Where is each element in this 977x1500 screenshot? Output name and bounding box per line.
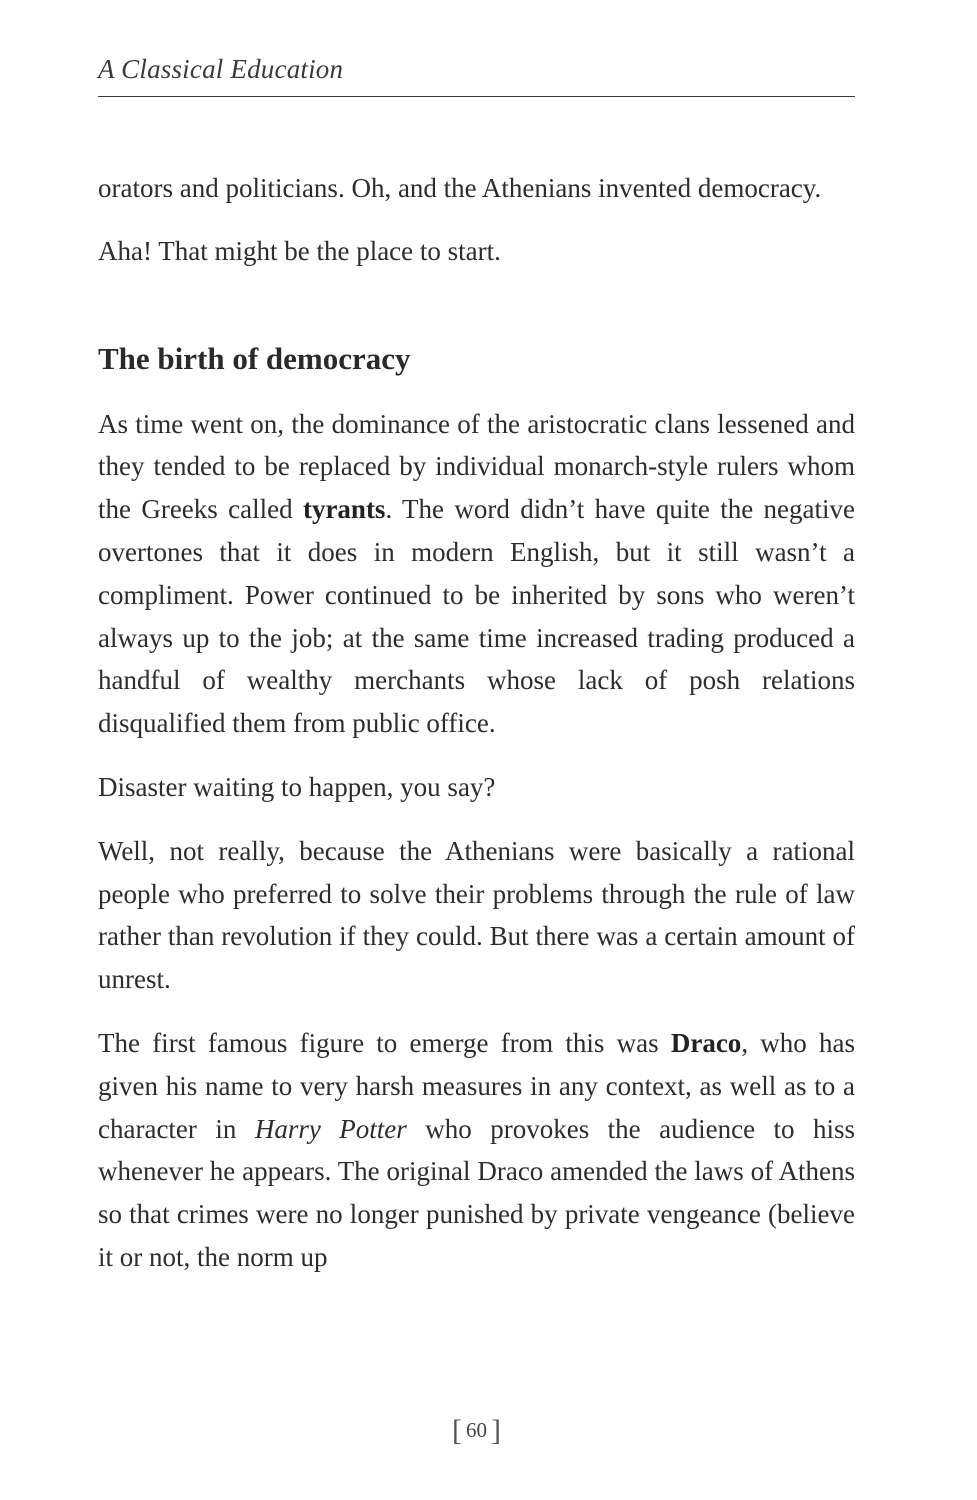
running-title: A Classical Education <box>98 54 344 84</box>
body-text <box>98 167 855 1279</box>
paragraph-draco-text-after: who provokes the audience to hiss whenever he appears. The original Draco amended the laws of Athens so that crimes were no longer punished by private vengeance (believe it or not, the norm up <box>98 1113 856 1272</box>
paragraph-disaster <box>98 766 855 809</box>
running-header <box>98 54 855 97</box>
paragraph-well-text: Well, not really, because the Athenians were basically a rational people who preferred to solve their problems through the rule of law rather than revolution if they could. But there was a certain amount of unrest. <box>98 835 855 995</box>
paragraph-draco-text-middle: , who has given his name to very harsh measures in any context, as well as to a character in <box>98 1027 855 1144</box>
paragraph-tyrants <box>98 403 855 745</box>
paragraph-disaster-text: Disaster waiting to happen, you say? <box>98 771 496 802</box>
book-page <box>98 0 855 1500</box>
paragraph-aha <box>98 230 855 273</box>
paragraph-well <box>98 830 855 1001</box>
section-heading: The birth of democracy <box>98 340 411 376</box>
paragraph-draco-text-before: The first famous figure to emerge from this was <box>98 1027 671 1058</box>
paragraph-aha-text: Aha! That might be the place to start. <box>98 235 501 266</box>
paragraph-continuation-text: orators and politicians. Oh, and the Athenians invented democracy. <box>98 173 822 203</box>
paragraph-tyrants-text-before: As time went on, the dominance of the aristocratic clans lessened and they tended to be replaced by individual monarch-style rulers whom the Greeks called <box>98 408 855 525</box>
right-bracket-ornament: ] <box>491 1414 501 1447</box>
left-bracket-ornament: [ <box>452 1414 462 1447</box>
paragraph-continuation <box>98 167 855 210</box>
page-number: 60 <box>466 1418 487 1442</box>
paragraph-tyrants-text-after: . The word didn’t have quite the negative overtones that it does in modern English, but it still wasn’t a compliment. Power continued to be inherited by sons who weren’t always up to the job; at the same time increased trading produced a handful of wealthy merchants whose lack of posh relations disqualified them from public office. <box>98 494 855 739</box>
paragraph-draco <box>98 1022 855 1279</box>
page-number-footer <box>98 1414 855 1448</box>
term-tyrants: tyrants <box>302 494 386 525</box>
title-harry-potter: Harry Potter <box>254 1113 407 1144</box>
term-draco: Draco <box>670 1027 742 1058</box>
